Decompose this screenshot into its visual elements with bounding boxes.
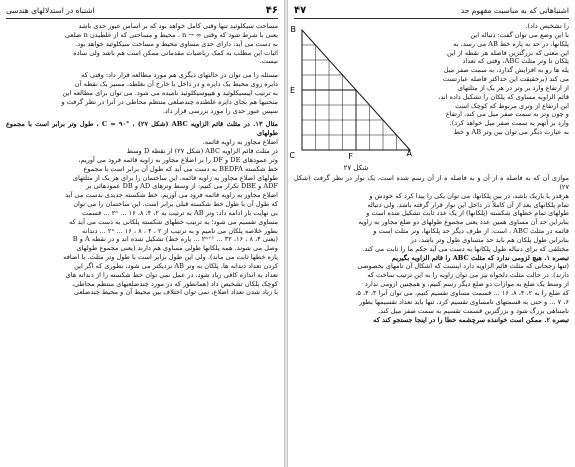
figure-27 xyxy=(289,22,418,172)
text-line: وتر عمودهای DE و DF را بر اضلاع مجاور به زاویه قائمه فرود می آوریم، xyxy=(78,155,278,164)
text-line: به ترتیب اپیسیکلوئید و هیپوسیکلوئید نامیده می شود. می توان برای مطالعه این xyxy=(62,88,278,97)
text-line: مساوی تقسیم می شود؛ به ترتیب خطهای شکسته پلکانی به دست می آید که xyxy=(69,217,278,226)
text-line: تعداد به اندازه کافی زیاد شود، در عمل نمی توان خط شکسته را از دندانه های xyxy=(65,270,278,279)
page-body xyxy=(289,22,569,465)
text-line: اضلاع مجاور به زاویه قائمه. xyxy=(202,138,278,147)
page-body xyxy=(6,22,278,465)
text-line: وارد بر آنهم به سمت صفر میل خواهد کرد). xyxy=(449,119,569,128)
text-line: یعنی با شرط شود که وقتی ∞ → n ، محیط و مساحتی که از غلطیدن n ضلعی xyxy=(65,30,278,39)
text-line: بنابراین طول پلکان هم باید حد متساوی طول وتر باشد، در xyxy=(410,235,569,244)
label-e: E xyxy=(289,86,295,95)
text-line: به عبارت دیگر می توان بین وتر AB و خط xyxy=(453,128,569,137)
text-line: بطور خلاصه پلکان می نامیم و به ترتیب از ۲ ، ۴ ، ۸ ، ۱۶ ... ۲ⁿ ... دندانه xyxy=(81,226,278,235)
text-line: پلکانها، در حد به پاره خط AB می رسد، به xyxy=(453,39,569,48)
text-line: در مثلث قائم الزاویه ABC (شکل ۲۷) از نقطه D وسط xyxy=(126,146,278,155)
text-line: به دست می آید، دارای حدی مساوی محیط و مساحت سیکلوئید خواهد بود. xyxy=(75,39,278,48)
text-line: که طول آن با طول خط شکسته قبلی برابر است. این ساختمان را می توان xyxy=(73,200,278,209)
page-number: ۴۷ xyxy=(294,5,307,16)
text-line: از وسط یک ضلع به موازات دو ضلع دیگر رسم کنیم، و همچنین ازومی ندارد xyxy=(364,280,569,289)
text-line: کوچک پلکان تشخیص داد (همانطور که در مورد چندضلعیهای منتظم محاطی، xyxy=(72,279,278,288)
text-line: تمام پلکانهای بعد از آن کاملاً در داخل این نوار قرار گرفته باشد. ولی دنباله xyxy=(367,200,569,209)
text-line: پاره خطها ثابت می ماند). ولی این طول برابر است با طول وتر مثلث. با اضافه xyxy=(63,253,278,262)
text-line: موازی آن که به فاصله ه از آن و به فاصله ه از آن رسم شده است، یک نوار در نظر گرفت (شکل ۲۷) xyxy=(294,174,569,191)
text-line: طولهای اضلاع مجاور به زاویه قائمه. این ساختمان را برای هر یک از مثلثهای xyxy=(72,173,278,182)
running-header xyxy=(294,4,569,19)
text-line: مسئله را می توان در حالتهای دیگری هم مورد مطالعه قرار داد: وقتی که xyxy=(81,71,278,80)
text-line: پله ها رو به افزایش گذارد، به سمت صفر میل xyxy=(443,66,569,75)
text-line: سپس عبور حدی را مورد بررسی قرار داد. xyxy=(162,106,278,115)
text-line: تبصره ۲. ممکن است خواننده سرچشمه خطا را در اینجا جستجو کند که xyxy=(373,315,569,324)
figure-caption: شکل ۲۷ xyxy=(343,164,369,172)
text-line: با این وضع می توان گفت: دنباله این xyxy=(470,30,569,39)
text-line: (تنها رجحانی که مثلث قائم الزاویه دارد اینست که اشکال آن نامهای بخصوصی xyxy=(357,262,569,271)
text-line: خط شکسته BEDFA به دست می آید که طول آن برابر است با مجموع xyxy=(83,164,278,173)
text-line: مختلفی که برای دنباله طول پلکانها به دست می آید حکم ما را ثابت می کند. xyxy=(362,244,569,253)
text-line: تبصره ۱. هیچ لزومی ندارد که مثلث ABC را قائم الزاویه بگیریم xyxy=(391,253,569,262)
text-line: ADF و DBE تکرار می کنیم: از وسط وترهای AD و DB عمودهائی بر xyxy=(86,182,278,191)
text-line: منحنیها هم بجای دایره غلطنده چندضلعی منتظم محاطی در آنرا در نظر گرفت و xyxy=(61,97,278,106)
text-line: دارند). در حالت مثلث دلخواه نیز می توان زاویه را به این ترتیب ساخت که xyxy=(367,271,569,280)
text-line: هرقدر یا باریک باشد، در بین پلکانها، می توان یکی را پیدا کرد که خودش و xyxy=(369,191,569,200)
text-line: مثال ۱۳. در مثلث قائم الزاویه ABC (شکل ۲۷) ، °C = ۹۰ ، طول وتر برابر است با مجموع طولهای xyxy=(6,120,278,138)
text-line: بنابراین حد آن مساوی همین عدد یعنی مجموع طولهای دو ضلع مجاور به زاویه xyxy=(358,218,569,227)
text-line: وصل می شوند. همه پلکانها طولی مساوی هم دارند (یعنی مجموع طولهای xyxy=(76,244,278,253)
text-line: نامتناهی بزرگ شود و بزرگترین قسمت تقسیم به سمت صفر میل کند. xyxy=(378,306,569,315)
text-line: طولهای تمام خطهای شکسته (پلکانها) از یک عدد ثابت تشکیل شده است و xyxy=(366,209,569,218)
running-header xyxy=(6,4,278,19)
text-line: قائم الزاویه مساوی که پلکان را تشکیل داده اند، xyxy=(438,92,569,101)
text-line: کردن تعداد دندانه ها، پلکان به وتر AB نزدیکتر می شود، بطوری که اگر این xyxy=(74,261,278,270)
text-line: پلکان تا وتر مثلث ABC، وقتی که تعداد xyxy=(462,57,569,66)
text-line: که ضلع را به ۲، ۴، ۸، ۱۶ ... قسمت مساوی تقسیم کنیم، می توان آنرا ۳، ۴، ۵، xyxy=(355,288,569,297)
staircase-triangle-diagram xyxy=(289,22,418,172)
text-line: قائمه در مثلث ABC ، است. از طرف دیگر حد پلکانها، وتر مثلث است و xyxy=(373,227,569,236)
right-page xyxy=(288,0,575,467)
running-title: اشتباهاتی که به مناسبت مفهوم حد xyxy=(460,6,569,15)
text-line: این ارتفاع از وتری مربوط که کوچک است xyxy=(455,101,569,110)
text-line: (یعنی ۴، ۸ ، ۱۶، ۳۲ ... ۲ⁿ⁺¹ ... پاره خط) تشکیل شده اند و در نقطه A و B xyxy=(72,235,278,244)
text-line: مساحت سیکلوئید تنها وقتی کامل خواهد بود که بر اساس عبور حدی باشد xyxy=(78,22,278,30)
text-line: اضلاع مجاور به زاویه قائمه فرود می آوریم، خط شکسته جدیدی بدست می آید xyxy=(65,191,278,200)
text-line: ۶، ۷ ... و حتی به قسمتهای نامساوی تقسیم کرد، تنها باید تعداد تقسیمها بطور xyxy=(359,297,569,306)
left-page xyxy=(0,0,284,467)
text-full-width xyxy=(294,174,569,324)
text-line: نیست. xyxy=(259,57,278,66)
label-b: B xyxy=(290,25,296,34)
running-title: اشتباه در استدلالهای هندسی xyxy=(6,6,95,15)
text-line: بی نهایت بار ادامه داد: وتر AB به ترتیب به ۲، ۴، ۸، ۱۶ ... ۲ⁿ ... قسمت xyxy=(81,208,278,217)
text-line: از ارتفاع وارد بر وتر در هر یک از مثلثهای xyxy=(457,83,569,92)
page-number: ۴۶ xyxy=(265,5,278,16)
label-c: C xyxy=(289,151,295,160)
text-line: و چون وتر به سمت صفر میل می کند، ارتفاع xyxy=(445,110,569,119)
text-line: این معنی که بزرگترین فاصله هر نقطه از این xyxy=(446,48,569,57)
label-a: A xyxy=(406,149,412,158)
text-line: اثبات این مطلب به کمک ریاضیات مقدماتی ممکن است هم باشد ولی ساده xyxy=(73,48,278,57)
label-f: F xyxy=(348,152,353,161)
text-line: می کند (برحقیقت این حداکثر فاصله عبارتست xyxy=(442,75,569,84)
text-line: با زیاد شدن تعداد اضلاع، نمی توان اختلاف بین محیط آن و محیط چندضلعی xyxy=(73,288,278,297)
text-line: را تشخیص داد). xyxy=(525,22,569,30)
text-line: دایره روی محیط یک دایره و در داخل یا خارج آن بغلطد، مسیر یک نقطه آن xyxy=(74,80,278,89)
